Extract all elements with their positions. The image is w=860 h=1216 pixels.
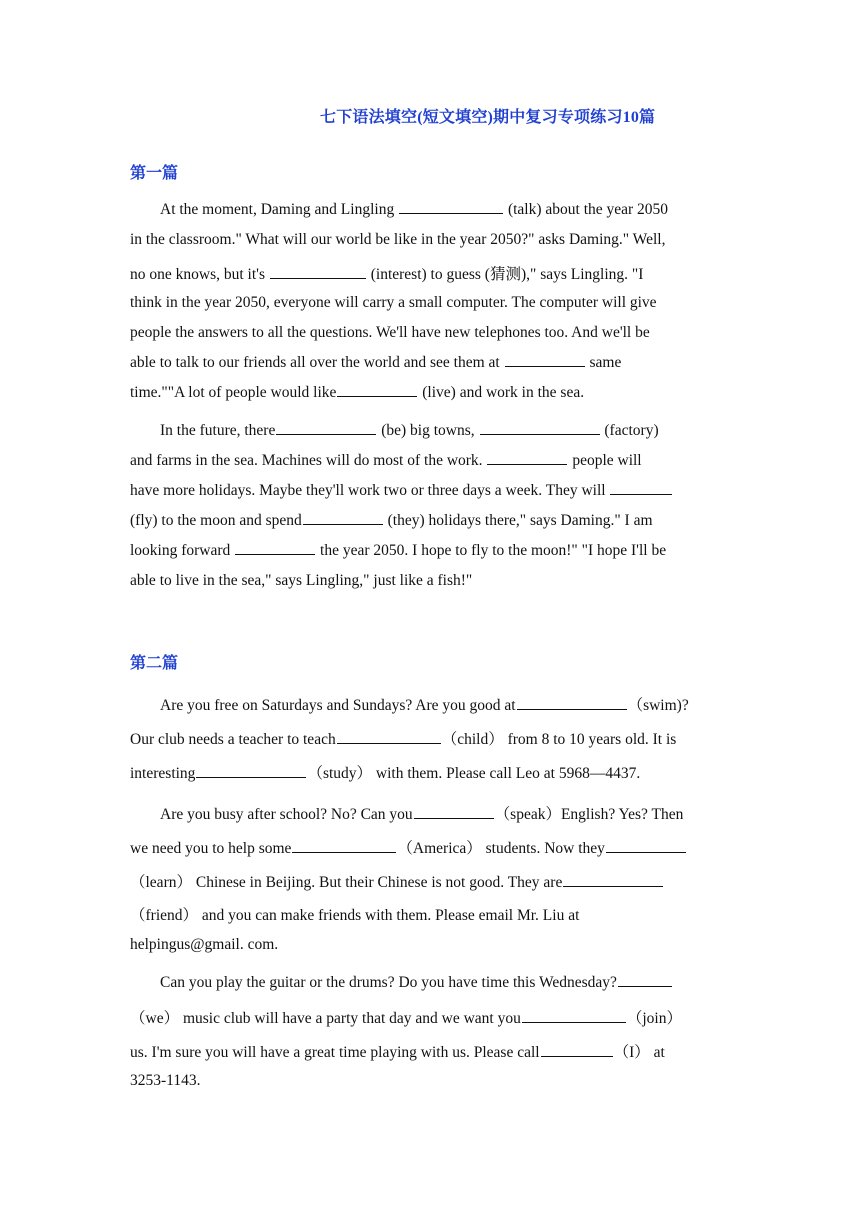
answer-blank[interactable]	[303, 512, 383, 525]
line-text: looking forward	[130, 542, 235, 559]
line-text: think in the year 2050, everyone will carry a small computer. The computer will give	[130, 294, 657, 311]
passage1-line-9	[130, 452, 740, 470]
section-heading-1: 第一篇	[130, 165, 179, 182]
answer-blank[interactable]	[270, 266, 366, 279]
answer-blank[interactable]	[235, 542, 315, 555]
line-text: （speak）English? Yes? Then	[494, 806, 684, 823]
answer-blank[interactable]	[606, 840, 686, 853]
line-text: （I） at	[613, 1044, 665, 1061]
answer-blank[interactable]	[517, 697, 627, 710]
line-text: Are you free on Saturdays and Sundays? Are you good at	[160, 697, 516, 714]
passage2-line-11	[130, 1040, 740, 1062]
line-text: （swim)?	[627, 697, 689, 714]
line-text: Are you busy after school? No? Can you	[160, 806, 413, 823]
passage1-line-5	[130, 324, 740, 342]
line-text: Can you play the guitar or the drums? Do you have time this Wednesday?	[160, 974, 617, 991]
line-text: able to live in the sea," says Lingling," just like a fish!"	[130, 572, 473, 589]
line-text: and farms in the sea. Machines will do most of the work.	[130, 452, 487, 469]
line-text: （learn） Chinese in Beijing. But their Chinese is not good. They are	[130, 874, 563, 891]
passage1-line-12	[130, 542, 740, 560]
line-text: (be) big towns,	[377, 422, 479, 439]
line-text: At the moment, Daming and Lingling	[160, 201, 399, 218]
line-text: （America） students. Now they	[397, 840, 605, 857]
line-text: the year 2050. I hope to fly to the moon!" "I hope I'll be	[316, 542, 667, 559]
line-text: （join）	[626, 1010, 682, 1027]
answer-blank[interactable]	[618, 974, 672, 987]
line-text: in the classroom." What will our world be like in the year 2050?" asks Daming." Well,	[130, 231, 666, 248]
answer-blank[interactable]	[480, 422, 600, 435]
line-text: have more holidays. Maybe they'll work two or three days a week. They will	[130, 482, 610, 499]
line-text: In the future, there	[160, 422, 276, 439]
passage2-line-4	[160, 802, 740, 824]
line-text: same	[585, 354, 622, 371]
passage2-line-10	[130, 1006, 740, 1028]
answer-blank[interactable]	[292, 840, 396, 853]
line-text: (fly) to the moon and spend	[130, 512, 302, 529]
passage2-line-8	[130, 936, 740, 954]
answer-blank[interactable]	[610, 482, 672, 495]
line-text: helpingus@gmail. com.	[130, 936, 279, 953]
passage1-line-13	[130, 572, 740, 590]
passage1-line-11	[130, 512, 740, 530]
passage2-line-5	[130, 836, 740, 858]
answer-blank[interactable]	[487, 452, 567, 465]
line-text: no one knows, but it's	[130, 266, 269, 283]
passage1-line-4	[130, 294, 740, 312]
passage1-line-3	[130, 262, 740, 284]
line-text: 3253-1143.	[130, 1072, 201, 1089]
passage2-line-6	[130, 870, 740, 892]
passage1-line-10	[130, 482, 740, 500]
passage1-line-1	[160, 201, 740, 219]
answer-blank[interactable]	[522, 1010, 626, 1023]
answer-blank[interactable]	[337, 731, 441, 744]
passage2-line-1	[160, 693, 740, 715]
line-text: people the answers to all the questions. We'll have new telephones too. And we'll be	[130, 324, 650, 341]
document-title: 七下语法填空(短文填空)期中复习专项练习10篇	[320, 109, 656, 126]
section-heading-2: 第二篇	[130, 655, 179, 672]
line-text: （study） with them. Please call Leo at 5968—4437.	[307, 765, 641, 782]
line-text: (factory)	[600, 422, 659, 439]
line-text: Our club needs a teacher to teach	[130, 731, 336, 748]
line-text: （friend） and you can make friends with them. Please email Mr. Liu at	[130, 907, 580, 924]
line-text: (they) holidays there," says Daming." I am	[383, 512, 653, 529]
passage2-line-3	[130, 761, 740, 783]
line-text: （child） from 8 to 10 years old. It is	[441, 731, 677, 748]
answer-blank[interactable]	[196, 765, 306, 778]
passage2-line-9	[160, 974, 740, 992]
answer-blank[interactable]	[414, 806, 494, 819]
line-text: us. I'm sure you will have a great time playing with us. Please call	[130, 1044, 540, 1061]
line-text: interesting	[130, 765, 196, 782]
answer-blank[interactable]	[399, 201, 503, 214]
line-text: (talk) about the year 2050	[504, 201, 669, 218]
answer-blank[interactable]	[563, 874, 663, 887]
answer-blank[interactable]	[505, 354, 585, 367]
line-text: we need you to help some	[130, 840, 292, 857]
passage1-line-7	[130, 384, 740, 402]
line-text: time.""A lot of people would like	[130, 384, 337, 401]
line-text: (interest) to guess (猜测)," says Lingling. "I	[366, 266, 644, 283]
passage1-line-8	[160, 422, 740, 440]
passage1-line-2	[130, 231, 740, 249]
line-text: able to talk to our friends all over the world and see them at	[130, 354, 504, 371]
line-text: people will	[568, 452, 642, 469]
passage2-line-7	[130, 903, 740, 925]
line-text: (live) and work in the sea.	[418, 384, 585, 401]
passage2-line-2	[130, 727, 740, 749]
line-text: （we） music club will have a party that day and we want you	[130, 1010, 521, 1027]
answer-blank[interactable]	[276, 422, 376, 435]
passage2-line-12	[130, 1072, 740, 1090]
passage1-line-6	[130, 354, 740, 372]
answer-blank[interactable]	[337, 384, 417, 397]
answer-blank[interactable]	[541, 1044, 613, 1057]
